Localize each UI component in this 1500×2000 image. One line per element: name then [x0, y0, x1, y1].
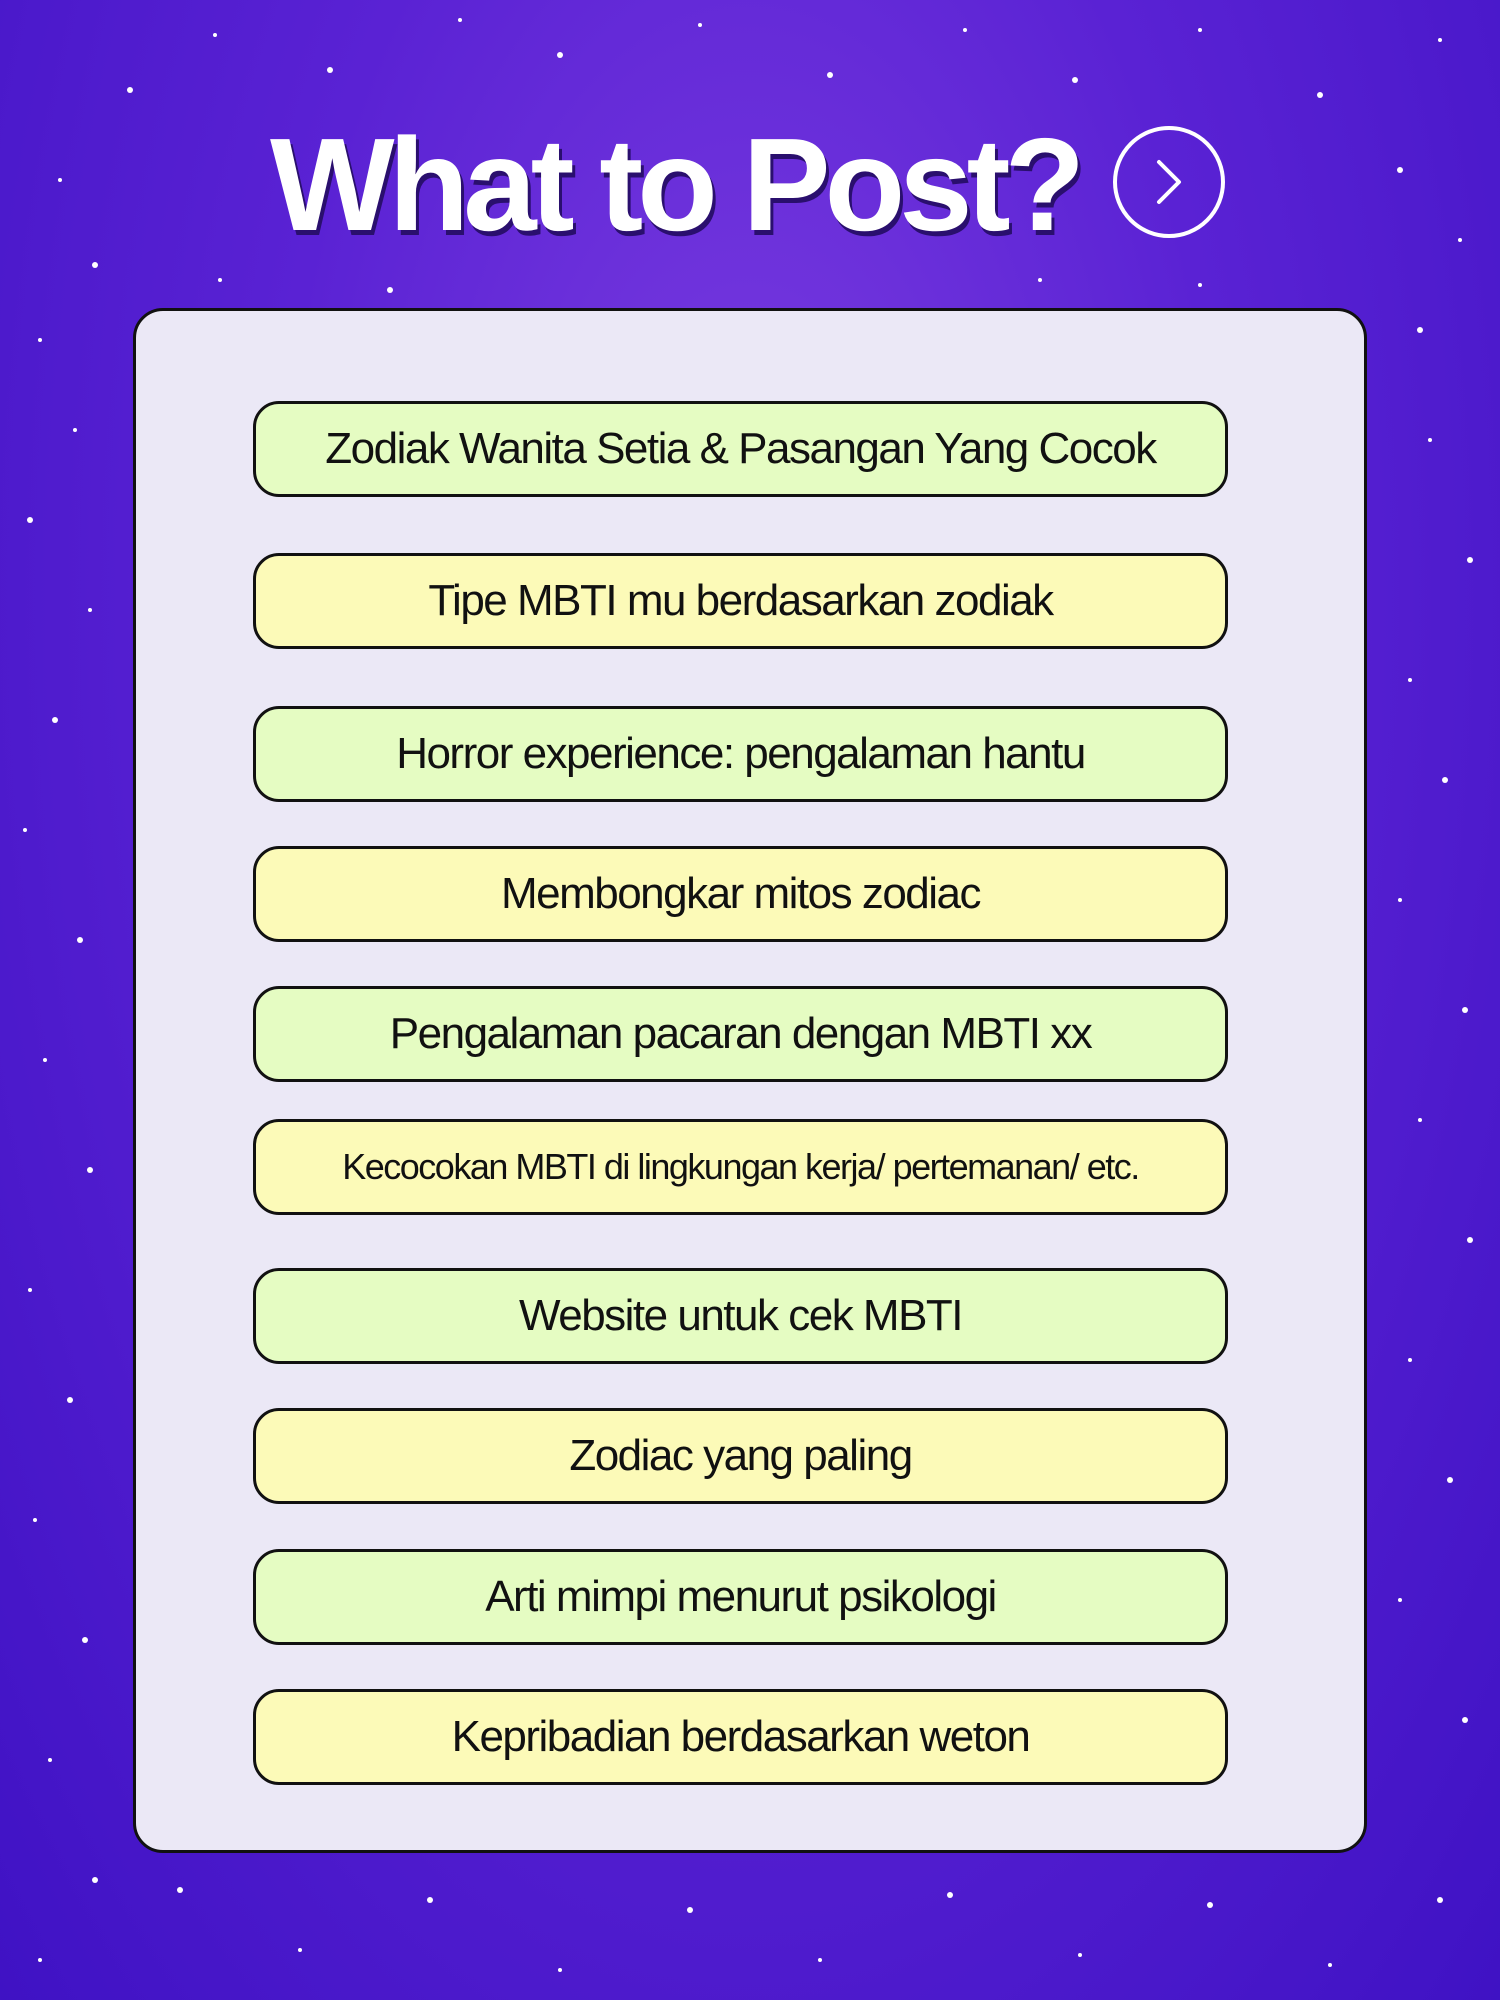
topic-item: Kecocokan MBTI di lingkungan kerja/ pertemanan/ etc. — [253, 1119, 1228, 1215]
topic-item: Horror experience: pengalaman hantu — [253, 706, 1228, 802]
topic-item: Arti mimpi menurut psikologi — [253, 1549, 1228, 1645]
topic-item: Website untuk cek MBTI — [253, 1268, 1228, 1364]
topic-item: Tipe MBTI mu berdasarkan zodiak — [253, 553, 1228, 649]
topic-item: Zodiak Wanita Setia & Pasangan Yang Cocok — [253, 401, 1228, 497]
next-button[interactable] — [1113, 126, 1225, 238]
header — [0, 110, 1500, 260]
topic-item: Kepribadian berdasarkan weton — [253, 1689, 1228, 1785]
chevron-right-icon — [1149, 158, 1189, 206]
topic-item: Pengalaman pacaran dengan MBTI xx — [253, 986, 1228, 1082]
topic-item: Membongkar mitos zodiac — [253, 846, 1228, 942]
topics-card — [133, 308, 1367, 1853]
topic-item: Zodiac yang paling — [253, 1408, 1228, 1504]
page-title: What to Post? — [270, 111, 1080, 258]
